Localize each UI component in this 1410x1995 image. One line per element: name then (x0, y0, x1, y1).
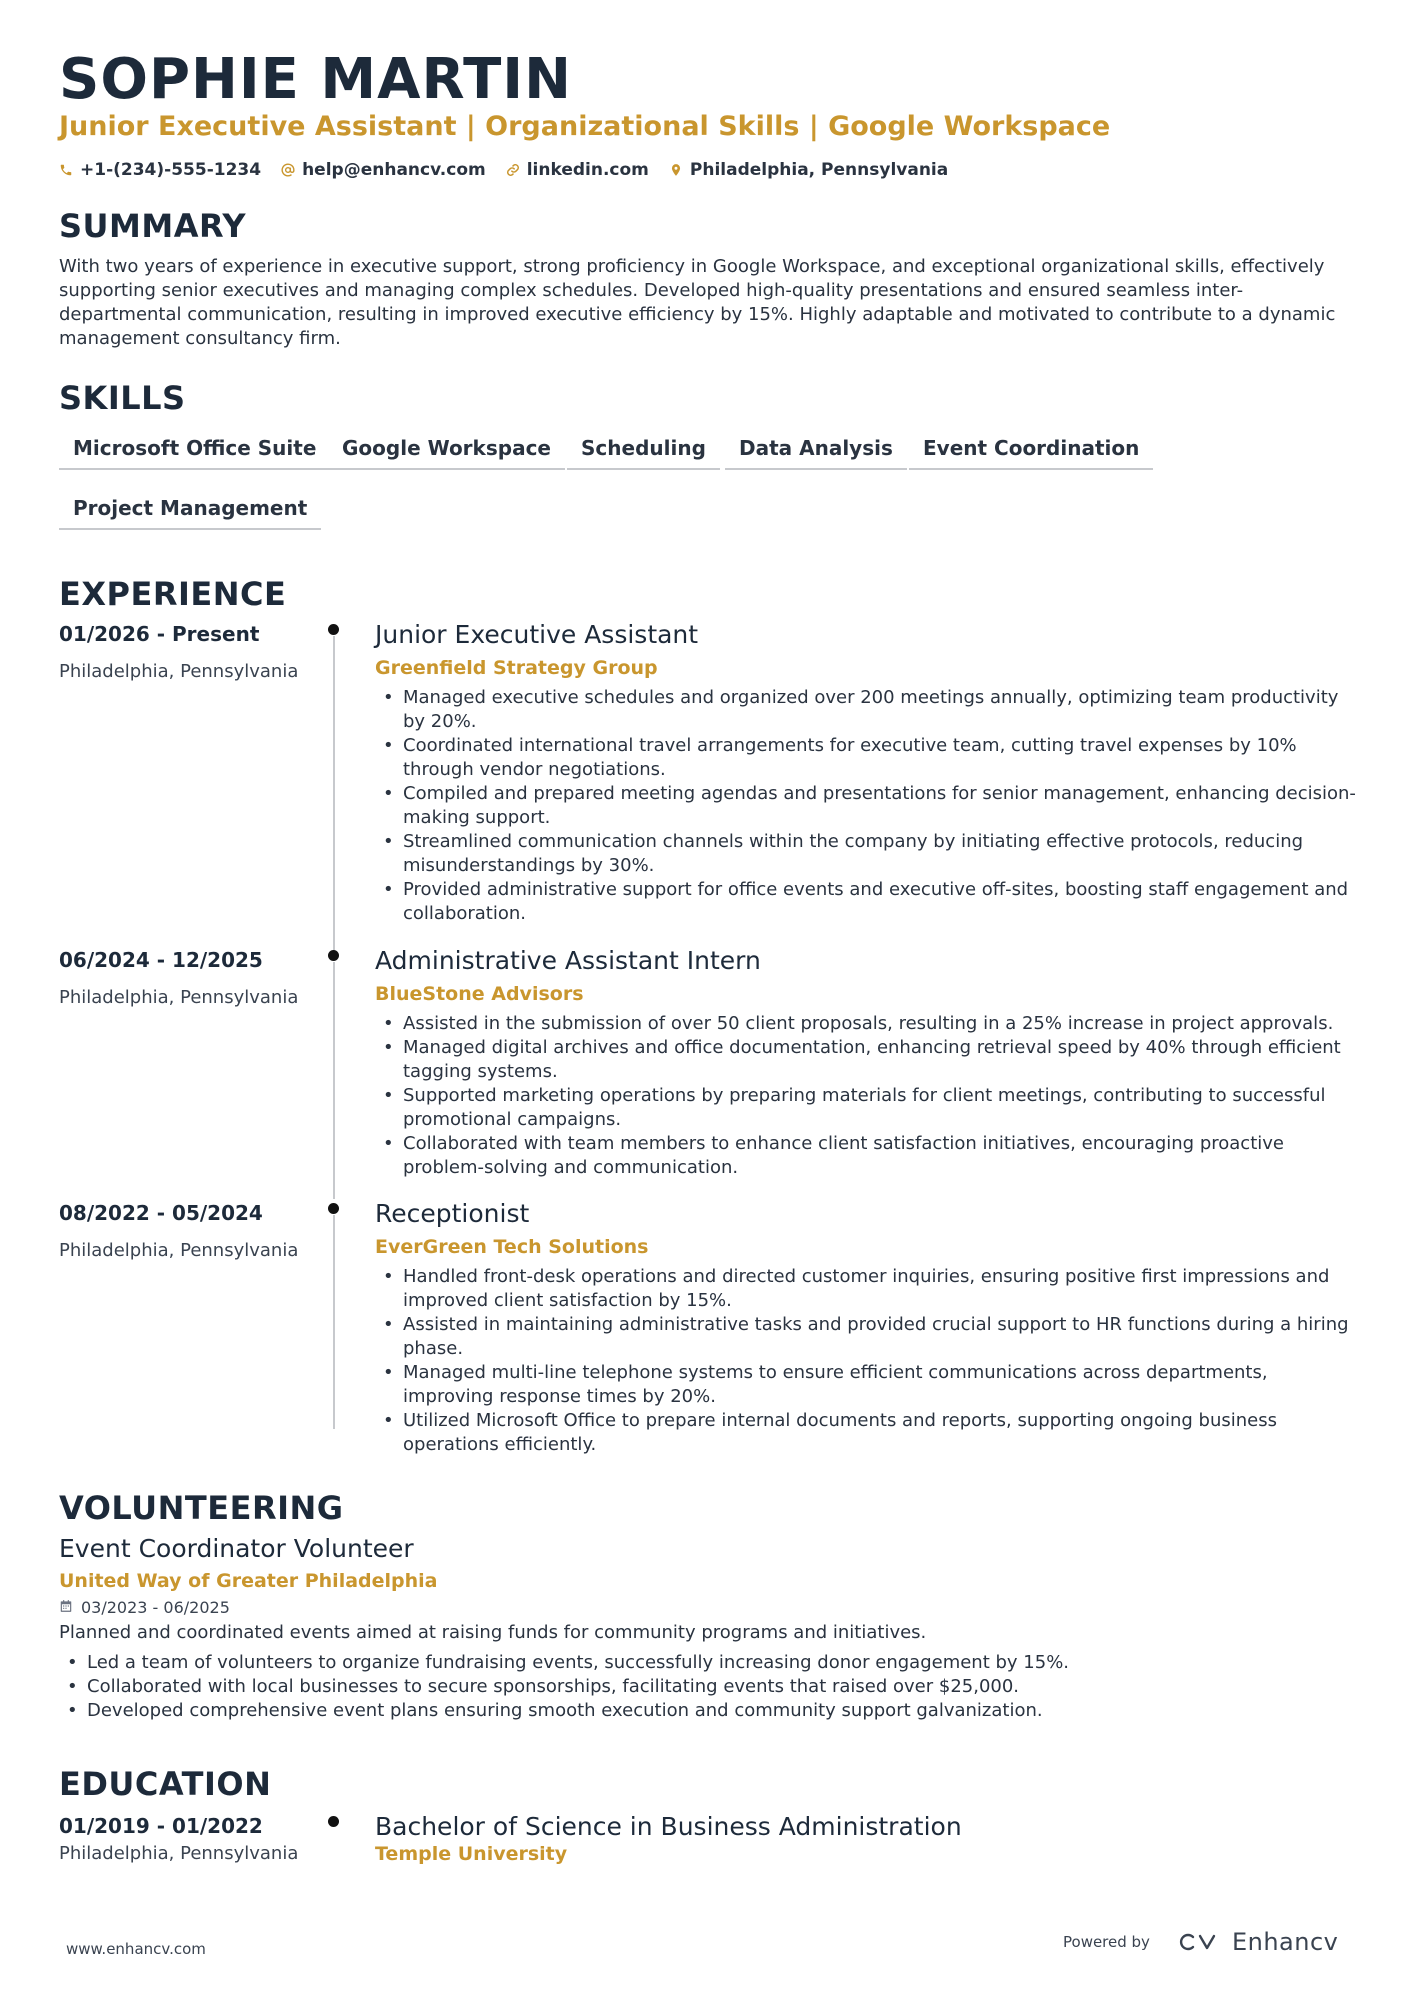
experience-dates: 06/2024 - 12/2025 (59, 948, 263, 972)
link-icon (506, 161, 520, 179)
experience-role: Receptionist (375, 1199, 530, 1228)
summary-heading: SUMMARY (59, 207, 247, 245)
bullet-item: • Managed multi-line telephone systems to ensure efficient communications across departments, improving response times by 20%. (375, 1361, 1359, 1409)
calendar-icon (59, 1597, 73, 1619)
experience-dates: 08/2022 - 05/2024 (59, 1201, 263, 1225)
bullet-item: • Assisted in the submission of over 50 client proposals, resulting in a 25% increase in project approvals. (375, 1012, 1359, 1036)
enhancv-logo-icon (1176, 1930, 1222, 1954)
experience-details (375, 1199, 1359, 1457)
experience-details (375, 946, 1359, 1180)
at-icon (281, 161, 295, 179)
timeline-dot (328, 1203, 339, 1214)
bullet-item: • Supported marketing operations by preparing materials for client meetings, contributing to successful promotional campaigns. (375, 1084, 1359, 1132)
experience-location: Philadelphia, Pennsylvania (59, 661, 299, 682)
location-pin-icon (669, 161, 683, 179)
volunteering-dates: 03/2023 - 06/2025 (81, 1598, 230, 1617)
experience-role: Administrative Assistant Intern (375, 946, 761, 975)
skills-heading: SKILLS (59, 379, 186, 417)
experience-bullets (375, 1265, 1359, 1457)
footer-branding (1063, 1928, 1338, 1956)
bullet-item: • Provided administrative support for office events and executive off-sites, boosting staff engagement and collaboration. (375, 878, 1359, 926)
contact-location (669, 158, 948, 182)
experience-location: Philadelphia, Pennsylvania (59, 987, 299, 1008)
bullet-item: • Managed digital archives and office documentation, enhancing retrieval speed by 40% through efficient tagging systems. (375, 1036, 1359, 1084)
bullet-item: • Utilized Microsoft Office to prepare internal documents and reports, supporting ongoing business operations efficiently. (375, 1409, 1359, 1457)
contact-bar (59, 158, 948, 182)
timeline-line (333, 962, 335, 1199)
volunteering-organization: United Way of Greater Philadelphia (59, 1570, 438, 1592)
volunteering-bullets (59, 1651, 1359, 1723)
bullet-item: • Collaborated with local businesses to secure sponsorships, facilitating events that raised over $25,000. (59, 1675, 1359, 1699)
timeline-line (333, 636, 335, 961)
summary-text: With two years of experience in executive support, strong proficiency in Google Workspace, and exceptional organizational skills, effectively supporting senior executives and managing complex schedules. Developed high-quality presentations and ensured seamless inter-departmental communication, resulting in improved executive efficiency by 15%. Highly adaptable and motivated to contribute to a dynamic management consultancy firm. (59, 256, 1336, 349)
experience-company: EverGreen Tech Solutions (375, 1236, 649, 1258)
bullet-item: • Led a team of volunteers to organize fundraising events, successfully increasing donor engagement by 15%. (59, 1651, 1359, 1675)
education-degree: Bachelor of Science in Business Administration (375, 1812, 962, 1841)
bullet-item: • Compiled and prepared meeting agendas and presentations for senior management, enhancing decision-making support. (375, 782, 1359, 830)
volunteering-heading: VOLUNTEERING (59, 1489, 344, 1527)
phone-icon (59, 161, 73, 179)
bullet-item: • Coordinated international travel arrangements for executive team, cutting travel expenses by 10% through vendor negotiations. (375, 734, 1359, 782)
bullet-item: • Developed comprehensive event plans ensuring smooth execution and community support galvanization. (59, 1699, 1359, 1723)
contact-phone[interactable] (59, 158, 261, 182)
candidate-headline: Junior Executive Assistant | Organizational Skills | Google Workspace (59, 111, 1111, 142)
contact-linkedin[interactable] (506, 158, 649, 182)
experience-details (375, 620, 1359, 926)
bullet-item: • Collaborated with team members to enhance client satisfaction initiatives, encouraging proactive problem-solving and communication. (375, 1132, 1359, 1180)
skill-tag: Microsoft Office Suite (59, 428, 330, 470)
bullet-item: • Managed executive schedules and organized over 200 meetings annually, optimizing team productivity by 20%. (375, 686, 1359, 734)
experience-dates: 01/2026 - Present (59, 622, 260, 646)
timeline-dot (328, 1816, 339, 1827)
education-school: Temple University (375, 1843, 568, 1865)
timeline-dot (328, 624, 339, 635)
contact-phone-text: +1-(234)-555-1234 (80, 160, 262, 180)
volunteering-description: Planned and coordinated events aimed at raising funds for community programs and initiatives. (59, 1622, 927, 1643)
skill-tag: Data Analysis (725, 428, 907, 470)
experience-company: Greenfield Strategy Group (375, 657, 658, 679)
contact-linkedin-text: linkedin.com (526, 160, 649, 180)
experience-bullets (375, 1012, 1359, 1180)
experience-role: Junior Executive Assistant (375, 620, 699, 649)
contact-location-text: Philadelphia, Pennsylvania (689, 160, 949, 180)
bullet-item: • Handled front-desk operations and directed customer inquiries, ensuring positive first impressions and improved client satisfaction by 15%. (375, 1265, 1359, 1313)
timeline-dot (328, 950, 339, 961)
bullet-item: • Assisted in maintaining administrative tasks and provided crucial support to HR functions during a hiring phase. (375, 1313, 1359, 1361)
education-details (375, 1812, 1359, 1868)
powered-by-label: Powered by (1063, 1933, 1150, 1951)
skill-tag: Scheduling (567, 428, 720, 470)
enhancv-logo[interactable] (1176, 1928, 1338, 1956)
volunteering-entry (59, 1532, 1359, 1723)
education-heading: EDUCATION (59, 1765, 272, 1803)
experience-bullets (375, 686, 1359, 926)
skill-tag: Google Workspace (328, 428, 565, 470)
bullet-item: • Streamlined communication channels within the company by initiating effective protocols, reducing misunderstandings by 30%. (375, 830, 1359, 878)
candidate-name: SOPHIE MARTIN (59, 47, 573, 112)
contact-email-text: help@enhancv.com (302, 160, 486, 180)
volunteering-date-row (59, 1597, 1359, 1619)
experience-location: Philadelphia, Pennsylvania (59, 1240, 299, 1261)
skill-tag: Project Management (59, 488, 321, 530)
footer-website[interactable]: www.enhancv.com (66, 1940, 206, 1958)
education-dates: 01/2019 - 01/2022 (59, 1814, 263, 1838)
experience-heading: EXPERIENCE (59, 575, 287, 613)
skill-tag: Event Coordination (909, 428, 1153, 470)
brand-name: Enhancv (1231, 1928, 1339, 1956)
contact-email[interactable] (281, 158, 486, 182)
education-location: Philadelphia, Pennsylvania (59, 1843, 299, 1864)
volunteering-role: Event Coordinator Volunteer (59, 1534, 414, 1563)
timeline-line (333, 1215, 335, 1429)
experience-company: BlueStone Advisors (375, 983, 584, 1005)
